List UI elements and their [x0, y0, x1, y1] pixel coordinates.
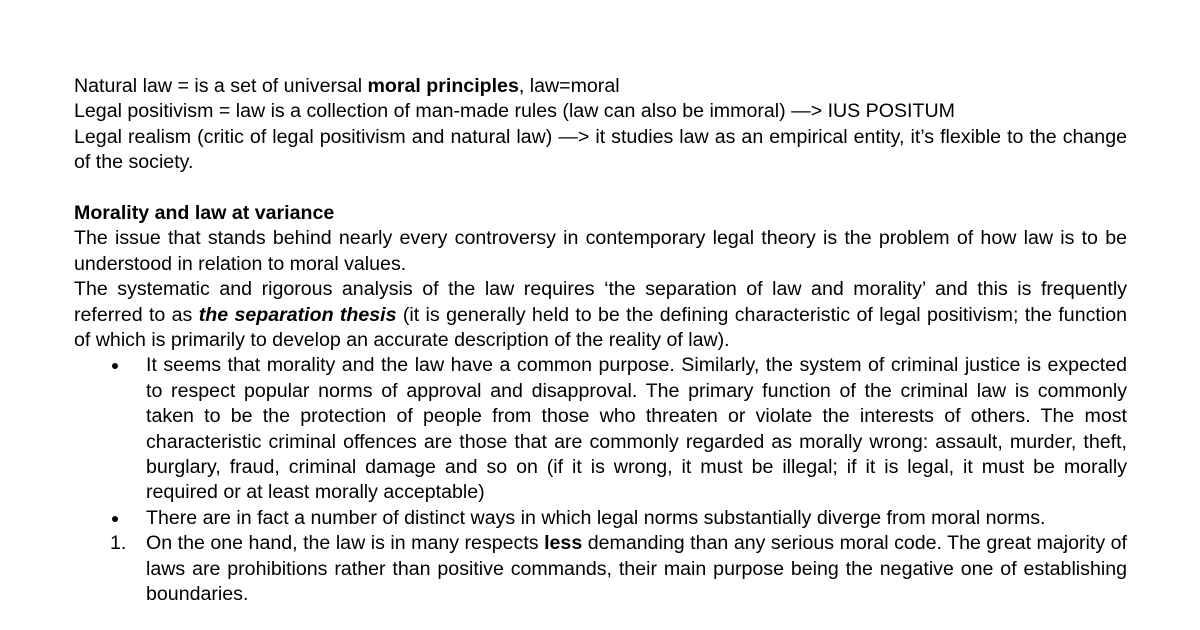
moral-principles-emphasis: moral principles — [367, 75, 519, 97]
less-emphasis: less — [544, 532, 583, 555]
natural-law-suffix: , law=moral — [518, 75, 620, 97]
list-item — [74, 531, 1127, 607]
list-item — [74, 353, 1127, 505]
list-number: 1. — [110, 532, 127, 555]
bullet-text: It seems that morality and the law have a common purpose. Similarly, the system of criminal justice is expected to respect popular norms of approval and disapproval. The primary function of the criminal law is commonly taken to be the protection of people from those who threaten or violate the interests of others. The most characteristic criminal offences are those that are commonly regarded as morally wrong: assault, murder, theft, burglary, fraud, criminal damage and so on (if it is wrong, it must be illegal; if it is legal, it must be morally required or at least morally acceptable) — [146, 354, 1127, 504]
document-page — [74, 74, 1127, 608]
natural-law-definition — [74, 74, 1127, 99]
list-item — [74, 506, 1127, 531]
natural-law-text: Natural law = is a set of universal — [74, 75, 368, 97]
numbered-text-prefix: On the one hand, the law is in many respects — [146, 532, 545, 555]
legal-realism-definition: Legal realism (critic of legal positivism and natural law) —> it studies law as an empirical entity, it’s flexible to the change of the society. — [74, 125, 1127, 174]
legal-positivism-definition: Legal positivism = law is a collection of man-made rules (law can also be immoral) —> IUS POSITUM — [74, 100, 955, 123]
separation-thesis-prefix: The systematic and rigorous analysis of the law requires ‘the separation of law and morality’ and this is frequently referred to as — [74, 278, 1127, 326]
bullet-list — [74, 353, 1127, 531]
numbered-list — [74, 531, 1127, 607]
bullet-icon — [112, 363, 118, 369]
separation-thesis-suffix: (it is generally held to be the defining characteristic of legal positivism; the function of which is primarily to develop an accurate description of the reality of law). — [74, 303, 1127, 352]
paragraph-controversy: The issue that stands behind nearly every controversy in contemporary legal theory is the problem of how law is to be understood in relation to moral values. — [74, 227, 1127, 275]
bullet-text: There are in fact a number of distinct ways in which legal norms substantially diverge from moral norms. — [146, 506, 1046, 529]
bullet-icon — [112, 516, 118, 522]
section-heading: Morality and law at variance — [74, 202, 335, 225]
separation-thesis-emphasis: the separation thesis — [198, 303, 397, 326]
paragraph-separation-thesis — [74, 277, 1127, 353]
numbered-text-suffix: demanding than any serious moral code. The great majority of laws are prohibitions rather than positive commands, their main purpose being the negative one of establishing boundaries. — [146, 532, 1127, 606]
blank-line — [74, 176, 1127, 201]
